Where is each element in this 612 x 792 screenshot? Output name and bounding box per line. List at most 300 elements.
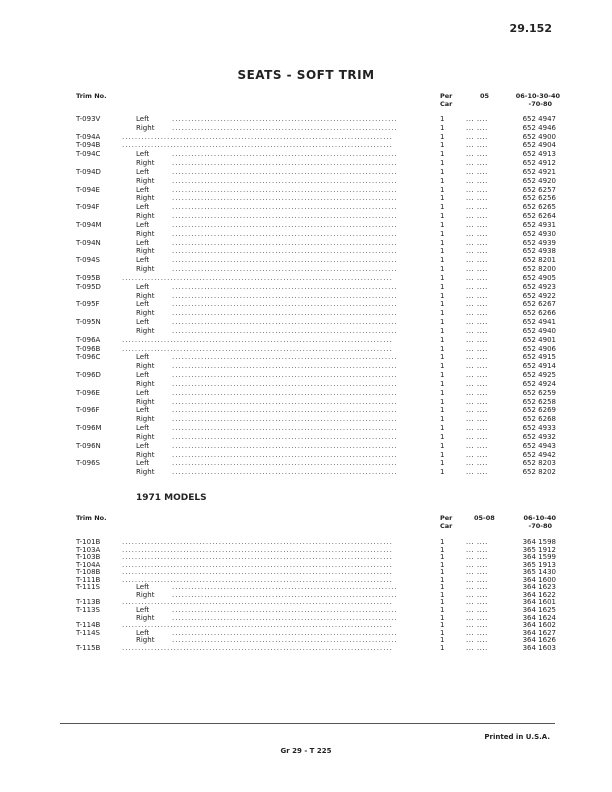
not-applicable: ... .... (466, 450, 488, 459)
side: Right (136, 247, 155, 256)
trim-number: T-114S (76, 628, 100, 637)
per-car-qty: 1 (440, 141, 445, 150)
per-car-qty: 1 (440, 397, 445, 406)
not-applicable: ... .... (466, 441, 488, 450)
trim-number: T-095D (76, 282, 101, 291)
not-applicable: ... .... (466, 238, 488, 247)
part-number: 652 4923 (522, 282, 556, 291)
table-row (76, 231, 556, 238)
per-car-qty: 1 (440, 568, 445, 577)
per-car-qty: 1 (440, 353, 445, 362)
part-number: 364 1598 (522, 538, 556, 546)
leader-dots: ...................................................................... (172, 442, 398, 450)
trim-number: T-096E (76, 388, 100, 397)
side: Left (136, 583, 150, 592)
not-applicable: ... .... (466, 605, 488, 614)
trim-number: T-113S (76, 605, 100, 614)
not-applicable: ... .... (466, 424, 488, 433)
trim-number: T-108B (76, 568, 101, 577)
part-number: 652 4941 (522, 318, 556, 327)
side: Right (136, 432, 155, 441)
per-car-qty: 1 (440, 560, 445, 569)
table-row (76, 354, 556, 361)
not-applicable: ... .... (466, 194, 488, 203)
side: Right (136, 362, 155, 371)
header-col2-sub: -70-80 (528, 522, 552, 530)
table-row (76, 195, 556, 202)
side: Left (136, 441, 150, 450)
leader-dots: ...................................................................... (172, 151, 398, 159)
not-applicable: ... .... (466, 273, 488, 282)
table-row (76, 160, 556, 167)
leader-dots: ...................................................................... (172, 363, 398, 371)
side: Left (136, 318, 150, 327)
per-car-qty: 1 (440, 424, 445, 433)
table-row (76, 443, 556, 450)
header-trim-no: Trim No. (76, 92, 107, 100)
per-car-qty: 1 (440, 643, 445, 652)
per-car-qty: 1 (440, 628, 445, 637)
leader-dots: ...................................................................... (172, 301, 398, 309)
per-car-qty: 1 (440, 388, 445, 397)
not-applicable: ... .... (466, 335, 488, 344)
table-row (76, 539, 556, 546)
table-row (76, 151, 556, 158)
header-car: Car (440, 522, 453, 530)
not-applicable: ... .... (466, 628, 488, 637)
trim-number: T-093V (76, 115, 101, 123)
side: Right (136, 450, 155, 459)
per-car-qty: 1 (440, 318, 445, 327)
section-title: 1971 MODELS (136, 493, 207, 503)
part-number: 652 4914 (522, 362, 556, 371)
table-row (76, 248, 556, 255)
not-applicable: ... .... (466, 203, 488, 212)
side: Right (136, 326, 155, 335)
part-number: 365 1430 (522, 568, 556, 577)
part-number: 652 4906 (522, 344, 556, 353)
trim-number: T-096M (76, 424, 102, 433)
part-number: 652 4940 (522, 326, 556, 335)
table-row (76, 134, 556, 141)
not-applicable: ... .... (466, 643, 488, 652)
per-car-qty: 1 (440, 432, 445, 441)
not-applicable: ... .... (466, 326, 488, 335)
per-car-qty: 1 (440, 583, 445, 592)
leader-dots: ...................................................................... (172, 591, 398, 599)
per-car-qty: 1 (440, 123, 445, 132)
per-car-qty: 1 (440, 545, 445, 554)
part-number: 652 4905 (522, 273, 556, 282)
per-car-qty: 1 (440, 176, 445, 185)
table-row (76, 142, 556, 149)
part-number: 652 6264 (522, 212, 556, 221)
per-car-qty: 1 (440, 553, 445, 562)
part-number: 652 6265 (522, 203, 556, 212)
not-applicable: ... .... (466, 568, 488, 577)
not-applicable: ... .... (466, 141, 488, 150)
trim-number: T-114B (76, 621, 101, 630)
leader-dots: ...................................................................... (172, 354, 398, 362)
header-per: Per (440, 514, 453, 522)
leader-dots: .................................................................................... (122, 599, 393, 607)
not-applicable: ... .... (466, 291, 488, 300)
part-number: 652 6256 (522, 194, 556, 203)
trim-number: T-096D (76, 371, 101, 380)
leader-dots: ...................................................................... (172, 168, 398, 176)
leader-dots: .................................................................................... (122, 345, 393, 353)
table-row (76, 607, 556, 614)
trim-number: T-111B (76, 575, 101, 584)
part-number: 364 1622 (522, 590, 556, 599)
leader-dots: ...................................................................... (172, 248, 398, 256)
leader-dots: ...................................................................... (172, 389, 398, 397)
table-row (76, 363, 556, 370)
per-car-qty: 1 (440, 256, 445, 265)
not-applicable: ... .... (466, 545, 488, 554)
part-number: 652 4930 (522, 229, 556, 238)
side: Right (136, 194, 155, 203)
part-number: 652 4947 (522, 115, 556, 123)
side: Left (136, 424, 150, 433)
leader-dots: ...................................................................... (172, 319, 398, 327)
not-applicable: ... .... (466, 371, 488, 380)
leader-dots: .................................................................................... (122, 576, 393, 584)
side: Right (136, 212, 155, 221)
part-number: 652 6258 (522, 397, 556, 406)
table-row (76, 284, 556, 291)
table-row (76, 240, 556, 247)
side: Right (136, 176, 155, 185)
part-number: 652 4931 (522, 220, 556, 229)
per-car-qty: 1 (440, 459, 445, 468)
side: Right (136, 265, 155, 274)
side: Left (136, 406, 150, 415)
header-per: Per (440, 92, 453, 100)
part-number: 652 4921 (522, 167, 556, 176)
part-number: 652 6266 (522, 309, 556, 318)
trim-number: T-094F (76, 203, 100, 212)
not-applicable: ... .... (466, 265, 488, 274)
side: Right (136, 397, 155, 406)
per-car-qty: 1 (440, 590, 445, 599)
leader-dots: ...................................................................... (172, 451, 398, 459)
per-car-qty: 1 (440, 220, 445, 229)
part-number: 652 6269 (522, 406, 556, 415)
not-applicable: ... .... (466, 309, 488, 318)
per-car-qty: 1 (440, 335, 445, 344)
part-number: 652 8202 (522, 468, 556, 477)
footer-reference: Gr 29 - T 225 (280, 747, 332, 755)
leader-dots: ...................................................................... (172, 213, 398, 221)
header-car: Car (440, 100, 453, 108)
per-car-qty: 1 (440, 621, 445, 630)
part-number: 652 4920 (522, 176, 556, 185)
trim-number: T-096B (76, 344, 101, 353)
leader-dots: ...................................................................... (172, 433, 398, 441)
not-applicable: ... .... (466, 590, 488, 599)
side: Left (136, 459, 150, 468)
not-applicable: ... .... (466, 397, 488, 406)
leader-dots: ...................................................................... (172, 425, 398, 433)
part-number: 652 4939 (522, 238, 556, 247)
part-number: 364 1601 (522, 598, 556, 607)
not-applicable: ... .... (466, 388, 488, 397)
per-car-qty: 1 (440, 326, 445, 335)
not-applicable: ... .... (466, 613, 488, 622)
leader-dots: .................................................................................... (122, 622, 393, 630)
trim-number: T-095N (76, 318, 101, 327)
side: Left (136, 282, 150, 291)
leader-dots: ...................................................................... (172, 160, 398, 168)
side: Right (136, 415, 155, 424)
trim-number: T-096S (76, 459, 100, 468)
part-number: 652 4942 (522, 450, 556, 459)
table-row (76, 222, 556, 229)
trim-number: T-101B (76, 538, 101, 546)
leader-dots: .................................................................................... (122, 336, 393, 344)
not-applicable: ... .... (466, 344, 488, 353)
trim-number: T-094A (76, 132, 101, 141)
side: Right (136, 636, 155, 645)
table-row (76, 116, 556, 123)
per-car-qty: 1 (440, 468, 445, 477)
table-row (76, 213, 556, 220)
part-number: 652 8200 (522, 265, 556, 274)
not-applicable: ... .... (466, 123, 488, 132)
side: Left (136, 353, 150, 362)
not-applicable: ... .... (466, 167, 488, 176)
leader-dots: ...................................................................... (172, 195, 398, 203)
not-applicable: ... .... (466, 362, 488, 371)
side: Left (136, 167, 150, 176)
not-applicable: ... .... (466, 212, 488, 221)
part-number: 364 1624 (522, 613, 556, 622)
leader-dots: ...................................................................... (172, 460, 398, 468)
leader-dots: ...................................................................... (172, 257, 398, 265)
table-row (76, 469, 556, 476)
part-number: 652 4915 (522, 353, 556, 362)
per-car-qty: 1 (440, 344, 445, 353)
table-row (76, 372, 556, 379)
leader-dots: ...................................................................... (172, 629, 398, 637)
not-applicable: ... .... (466, 300, 488, 309)
per-car-qty: 1 (440, 300, 445, 309)
not-applicable: ... .... (466, 229, 488, 238)
part-number: 652 4913 (522, 150, 556, 159)
part-number: 364 1625 (522, 605, 556, 614)
not-applicable: ... .... (466, 256, 488, 265)
per-car-qty: 1 (440, 150, 445, 159)
part-number: 652 4900 (522, 132, 556, 141)
per-car-qty: 1 (440, 291, 445, 300)
per-car-qty: 1 (440, 309, 445, 318)
side: Left (136, 371, 150, 380)
table-row (76, 178, 556, 185)
not-applicable: ... .... (466, 282, 488, 291)
part-number: 652 4938 (522, 247, 556, 256)
not-applicable: ... .... (466, 575, 488, 584)
leader-dots: .................................................................................... (122, 133, 393, 141)
per-car-qty: 1 (440, 441, 445, 450)
leader-dots: .................................................................................... (122, 274, 393, 282)
not-applicable: ... .... (466, 432, 488, 441)
side: Left (136, 238, 150, 247)
table-row (76, 204, 556, 211)
per-car-qty: 1 (440, 636, 445, 645)
leader-dots: .................................................................................... (122, 561, 393, 569)
side: Left (136, 185, 150, 194)
side: Left (136, 628, 150, 637)
trim-number: T-094C (76, 150, 101, 159)
trim-number: T-096F (76, 406, 100, 415)
table-row (76, 452, 556, 459)
leader-dots: ...................................................................... (172, 407, 398, 415)
page-title: SEATS - SOFT TRIM (237, 68, 375, 82)
trim-number: T-096N (76, 441, 101, 450)
leader-dots: .................................................................................... (122, 539, 393, 546)
table-row (76, 622, 556, 629)
leader-dots: ...................................................................... (172, 398, 398, 406)
per-car-qty: 1 (440, 212, 445, 221)
table-row (76, 645, 556, 652)
header-col2-sub: -70-80 (528, 100, 552, 108)
side: Right (136, 613, 155, 622)
part-number: 364 1602 (522, 621, 556, 630)
header-col2: 06-10-40 (523, 514, 556, 522)
part-number: 364 1599 (522, 553, 556, 562)
side: Right (136, 229, 155, 238)
side: Left (136, 605, 150, 614)
not-applicable: ... .... (466, 115, 488, 123)
header-col1: 05 (480, 92, 490, 100)
table-row (76, 434, 556, 441)
trim-number: T-094E (76, 185, 100, 194)
not-applicable: ... .... (466, 598, 488, 607)
side: Left (136, 300, 150, 309)
part-number: 652 4924 (522, 379, 556, 388)
trim-number: T-115B (76, 643, 101, 652)
part-number: 364 1603 (522, 643, 556, 652)
leader-dots: ...................................................................... (172, 186, 398, 194)
part-number: 364 1600 (522, 575, 556, 584)
table-row (76, 301, 556, 308)
not-applicable: ... .... (466, 159, 488, 168)
not-applicable: ... .... (466, 379, 488, 388)
part-number: 365 1913 (522, 560, 556, 569)
side: Left (136, 115, 150, 123)
not-applicable: ... .... (466, 247, 488, 256)
leader-dots: ...................................................................... (172, 380, 398, 388)
per-car-qty: 1 (440, 605, 445, 614)
part-number: 652 6267 (522, 300, 556, 309)
printed-note: Printed in U.S.A. (484, 733, 550, 741)
table-row (76, 399, 556, 406)
per-car-qty: 1 (440, 265, 445, 274)
table-row (76, 187, 556, 194)
table-row (76, 328, 556, 335)
trim-number: T-095F (76, 300, 100, 309)
part-number: 652 4925 (522, 371, 556, 380)
not-applicable: ... .... (466, 150, 488, 159)
trim-number: T-096A (76, 335, 101, 344)
leader-dots: ...................................................................... (172, 204, 398, 212)
side: Right (136, 379, 155, 388)
trim-number: T-111S (76, 583, 100, 592)
part-number: 652 6259 (522, 388, 556, 397)
trim-number: T-094D (76, 167, 101, 176)
page-number: 29.152 (509, 22, 552, 35)
per-car-qty: 1 (440, 379, 445, 388)
part-number: 652 4912 (522, 159, 556, 168)
leader-dots: ...................................................................... (172, 327, 398, 335)
not-applicable: ... .... (466, 538, 488, 546)
table-row (76, 293, 556, 300)
part-number: 652 4932 (522, 432, 556, 441)
not-applicable: ... .... (466, 553, 488, 562)
leader-dots: ...................................................................... (172, 283, 398, 291)
table-row (76, 266, 556, 273)
part-number: 652 4904 (522, 141, 556, 150)
leader-dots: ...................................................................... (172, 230, 398, 238)
part-number: 652 4922 (522, 291, 556, 300)
table-row (76, 460, 556, 467)
trim-number: T-094B (76, 141, 101, 150)
not-applicable: ... .... (466, 176, 488, 185)
table-row (76, 310, 556, 317)
table-row (76, 169, 556, 176)
trim-number: T-095B (76, 273, 101, 282)
leader-dots: ...................................................................... (172, 372, 398, 380)
trim-number: T-113B (76, 598, 101, 607)
not-applicable: ... .... (466, 583, 488, 592)
side: Right (136, 291, 155, 300)
table-row (76, 407, 556, 414)
per-car-qty: 1 (440, 362, 445, 371)
trim-number: T-096C (76, 353, 101, 362)
trim-number: T-103B (76, 553, 101, 562)
per-car-qty: 1 (440, 450, 445, 459)
not-applicable: ... .... (466, 406, 488, 415)
leader-dots: ...................................................................... (172, 292, 398, 300)
part-number: 365 1912 (522, 545, 556, 554)
not-applicable: ... .... (466, 560, 488, 569)
not-applicable: ... .... (466, 353, 488, 362)
side: Left (136, 203, 150, 212)
part-number: 652 6257 (522, 185, 556, 194)
per-car-qty: 1 (440, 194, 445, 203)
side: Right (136, 590, 155, 599)
leader-dots: ...................................................................... (172, 116, 398, 123)
leader-dots: ...................................................................... (172, 469, 398, 477)
not-applicable: ... .... (466, 318, 488, 327)
part-number: 364 1627 (522, 628, 556, 637)
not-applicable: ... .... (466, 636, 488, 645)
side: Right (136, 123, 155, 132)
leader-dots: ...................................................................... (172, 177, 398, 185)
header-col2: 06-10-30-40 (515, 92, 560, 100)
per-car-qty: 1 (440, 115, 445, 123)
table-row (76, 257, 556, 264)
header-trim-no: Trim No. (76, 514, 107, 522)
table-row (76, 416, 556, 423)
table-row (76, 319, 556, 326)
leader-dots: .................................................................................... (122, 142, 393, 150)
per-car-qty: 1 (440, 613, 445, 622)
part-number: 364 1626 (522, 636, 556, 645)
per-car-qty: 1 (440, 282, 445, 291)
trim-number: T-094M (76, 220, 102, 229)
